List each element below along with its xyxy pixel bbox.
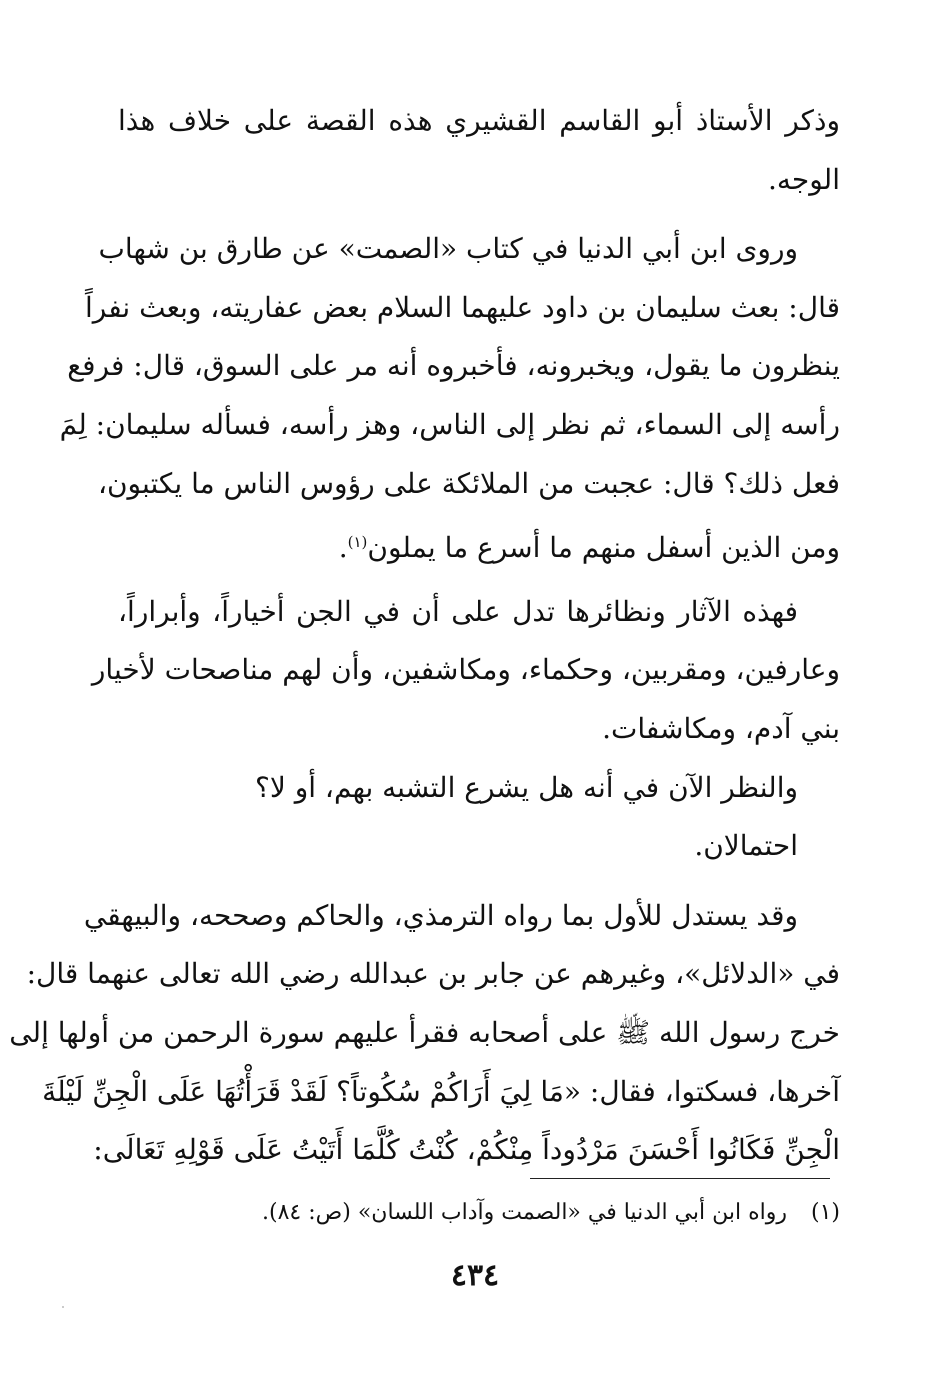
footnote-number: (١)	[810, 1200, 840, 1225]
text-line: آخرها، فسكتوا، فقال: «مَا لِيَ أَرَاكُمْ سُكُوتاً؟ لَقَدْ قَرَأْتُهَا عَلَى الْجِنِّ لَيْلَةَ	[42, 1074, 840, 1108]
footnote-divider	[530, 1178, 830, 1179]
text-line-with-footnote	[118, 513, 840, 572]
text-line: الوجه.	[768, 162, 840, 196]
text-line-content: ومن الذين أسفل منهم ما أسرع ما يملون	[367, 531, 840, 565]
scan-speck	[62, 1306, 64, 1308]
main-text	[9, 92, 840, 1180]
footnote-reference: (١)	[347, 533, 368, 552]
text-line: احتمالان.	[694, 829, 798, 863]
text-line: والنظر الآن في أنه هل يشرع التشبه بهم، أو لا؟	[254, 770, 798, 804]
sentence-period: .	[338, 531, 348, 565]
text-line: رأسه إلى السماء، ثم نظر إلى الناس، وهز رأسه، فسأله سليمان: لِمَ	[59, 407, 840, 441]
text-line: بني آدم، ومكاشفات.	[602, 711, 840, 745]
text-line: الْجِنِّ فَكَانُوا أَحْسَنَ مَرْدُوداً مِنْكُمْ، كُنْتُ كُلَّمَا أَتَيْتُ عَلَى قَوْلِهِ تَعَالَى:	[93, 1133, 840, 1167]
page-number: ٤٣٤	[450, 1258, 500, 1293]
footnote	[118, 1193, 840, 1233]
text-line: في «الدلائل»، وغيرهم عن جابر بن عبدالله رضي الله تعالى عنهما قال:	[26, 957, 840, 991]
text-line: خرج رسول الله ﷺ على أصحابه فقرأ عليهم سورة الرحمن من أولها إلى	[9, 1015, 840, 1049]
text-line: فعل ذلك؟ قال: عجبت من الملائكة على رؤوس الناس ما يكتبون،	[97, 466, 840, 500]
text-line: قال: بعث سليمان بن داود عليهما السلام بعض عفاريته، وبعث نفراً	[84, 290, 840, 324]
text-line: فهذه الآثار ونظائرها تدل على أن في الجن أخياراً، وأبراراً،	[118, 594, 798, 628]
text-line: وذكر الأستاذ أبو القاسم القشيري هذه القصة على خلاف هذا	[118, 104, 840, 137]
text-line: وقد يستدل للأول بما رواه الترمذي، والحاكم وصححه، والبيهقي	[83, 898, 798, 932]
footnote-text: رواه ابن أبي الدنيا في «الصمت وآداب اللسان» (ص: ٨٤).	[262, 1200, 787, 1225]
text-line: وعارفين، ومقربين، وحكماء، ومكاشفين، وأن لهم مناصحات لأخيار	[91, 653, 840, 687]
text-line: ينظرون ما يقول، ويخبرونه، فأخبروه أنه مر على السوق، قال: فرفع	[67, 349, 840, 383]
text-line: وروى ابن أبي الدنيا في كتاب «الصمت» عن طارق بن شهاب	[98, 232, 798, 266]
